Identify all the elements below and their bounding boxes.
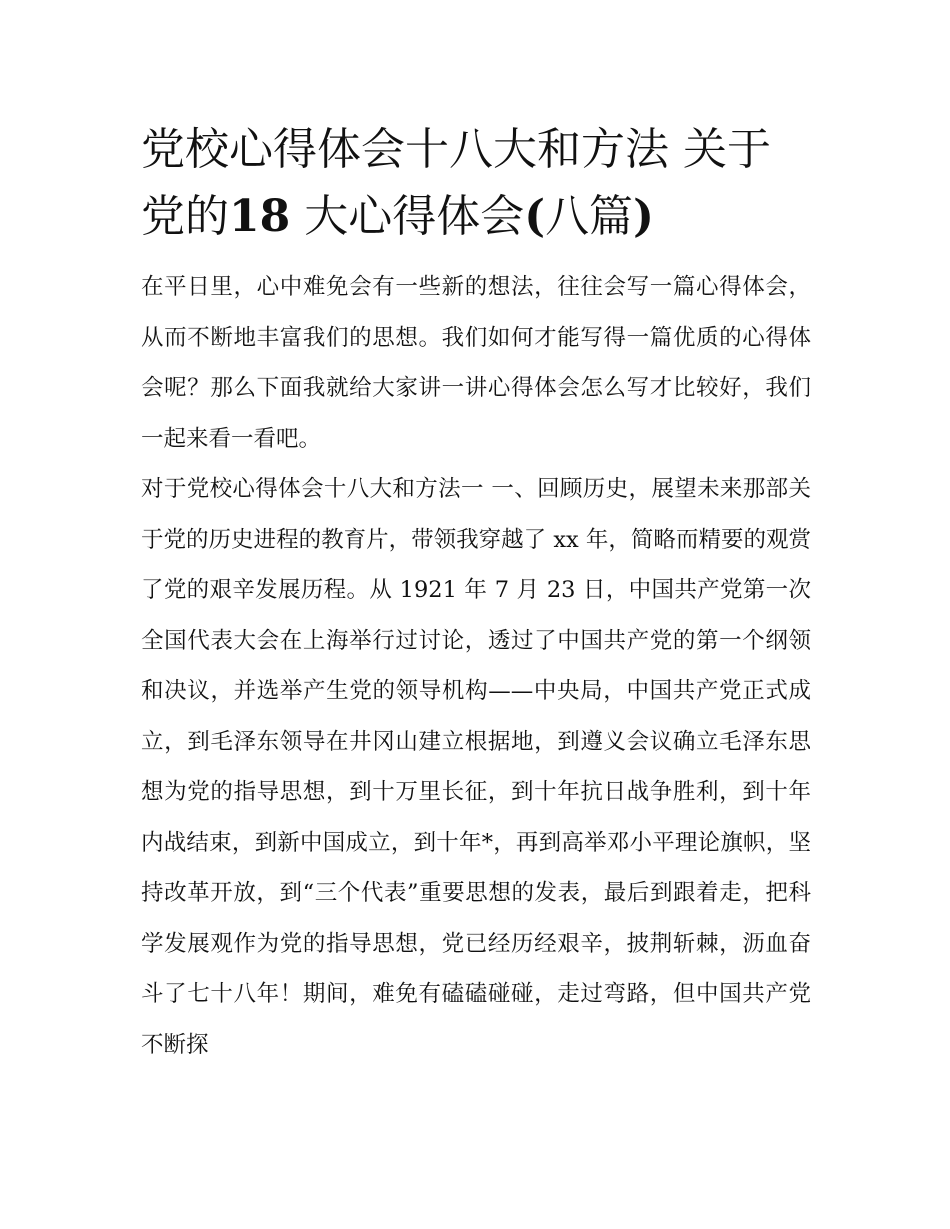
title-paren-open: ( [524, 191, 546, 242]
title-text-2: 大心得体会 [290, 191, 525, 242]
document-content [141, 116, 811, 1070]
intro-paragraph: 在平日里，心中难免会有一些新的想法，往往会写一篇心得体会，从而不断地丰富我们的思想。我们如何才能写得一篇优质的心得体会呢？那么下面我就给大家讲一讲心得体会怎么写才比较好，我们一起来看一看吧。 [141, 274, 811, 452]
body-paragraph: 对于党校心得体会十八大和方法一 一、回顾历史，展望未来那部关于党的历史进程的教育片，带领我穿越了 xx 年，简略而精要的观赏了党的艰辛发展历程。从 1921 年 7 月 23 日，中国共产党第一次全国代表大会在上海举行过讨论，透过了中国共产党的第一个纲领和决议，并选举产生党的领导机构——中央局，中国共产党正式成立，到毛泽东领导在井冈山建立根据地，到遵义会议确立毛泽东思想为党的指导思想，到十万里长征，到十年抗日战争胜利，到十年内战结束，到新中国成立，到十年*，再到高举邓小平理论旗帜，坚持改革开放，到“三个代表”重要思想的发表，最后到跟着走，把科学发展观作为党的指导思想，党已经历经艰辛，披荆斩棘，沥血奋斗了七十八年！期间，难免有磕磕碰碰，走过弯路，但中国共产党不断探 [141, 476, 811, 1058]
title-number: 18 [229, 191, 291, 242]
title-text-1: 党校心得体会十八大和方法 关于党的 [141, 124, 771, 242]
title-paren-close: ) [633, 191, 654, 242]
title-text-3: 八篇 [545, 191, 634, 242]
document-title [141, 116, 811, 250]
